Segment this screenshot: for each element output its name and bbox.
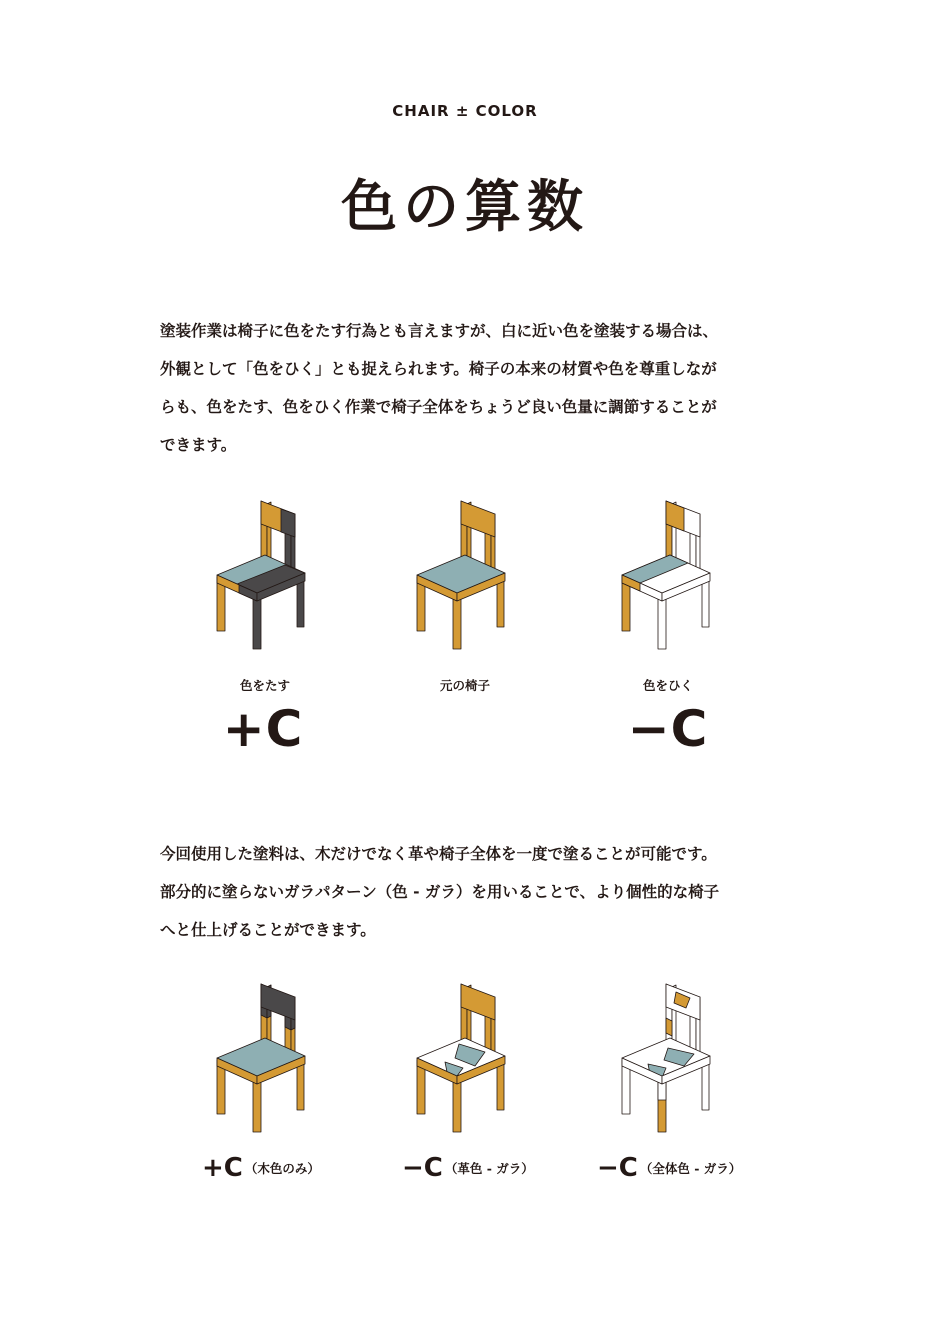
intro-line: できます。 (160, 436, 237, 454)
note-wood-only: （木色のみ） (244, 1161, 320, 1176)
paint-line: 今回使用した塗料は、木だけでなく革や椅子全体を一度で塗ることが可能です。 (160, 845, 717, 863)
caption-original: 元の椅子 (439, 678, 490, 693)
label-wood-only (202, 1153, 320, 1183)
paint-line: へと仕上げることができます。 (160, 921, 376, 939)
caption-add-color: 色をたす (239, 678, 290, 693)
caption-subtract-color: 色をひく (642, 678, 693, 693)
page-title: 色の算数 (341, 175, 589, 240)
paint-paragraph (160, 835, 800, 949)
intro-line: 外観として「色をひく」とも捉えられます。椅子の本来の材質や色を尊重しなが (160, 360, 717, 378)
plus-c-small: +C (202, 1153, 243, 1183)
paint-line: 部分的に塗らないガラパターン（色 - ガラ）を用いることで、より個性的な椅子 (160, 883, 720, 901)
brand-logo: CHAIR ± COLOR (392, 102, 538, 120)
intro-line: 塗装作業は椅子に色をたす行為とも言えますが、白に近い色を塗装する場合は、 (160, 322, 719, 340)
chair-add-color-illustration (205, 495, 325, 655)
minus-c-small: −C (402, 1153, 443, 1183)
intro-paragraph (160, 312, 800, 464)
label-leather-gara (402, 1153, 534, 1183)
chair-subtract-color-illustration (610, 495, 730, 655)
chair-all-gara-illustration (610, 978, 730, 1138)
minus-c-label: −C (627, 700, 709, 758)
intro-line: らも、色をたす、色をひく作業で椅子全体をちょうど良い色量に調節することが (160, 398, 717, 416)
chair-original-illustration (405, 495, 525, 655)
chair-wood-only-illustration (205, 978, 325, 1138)
note-all-gara: （全体色 - ガラ） (639, 1161, 742, 1176)
chair-leather-gara-illustration (405, 978, 525, 1138)
minus-c-small: −C (597, 1153, 638, 1183)
label-all-gara (597, 1153, 741, 1183)
note-leather-gara: （革色 - ガラ） (444, 1161, 534, 1176)
plus-c-label: +C (222, 700, 304, 758)
